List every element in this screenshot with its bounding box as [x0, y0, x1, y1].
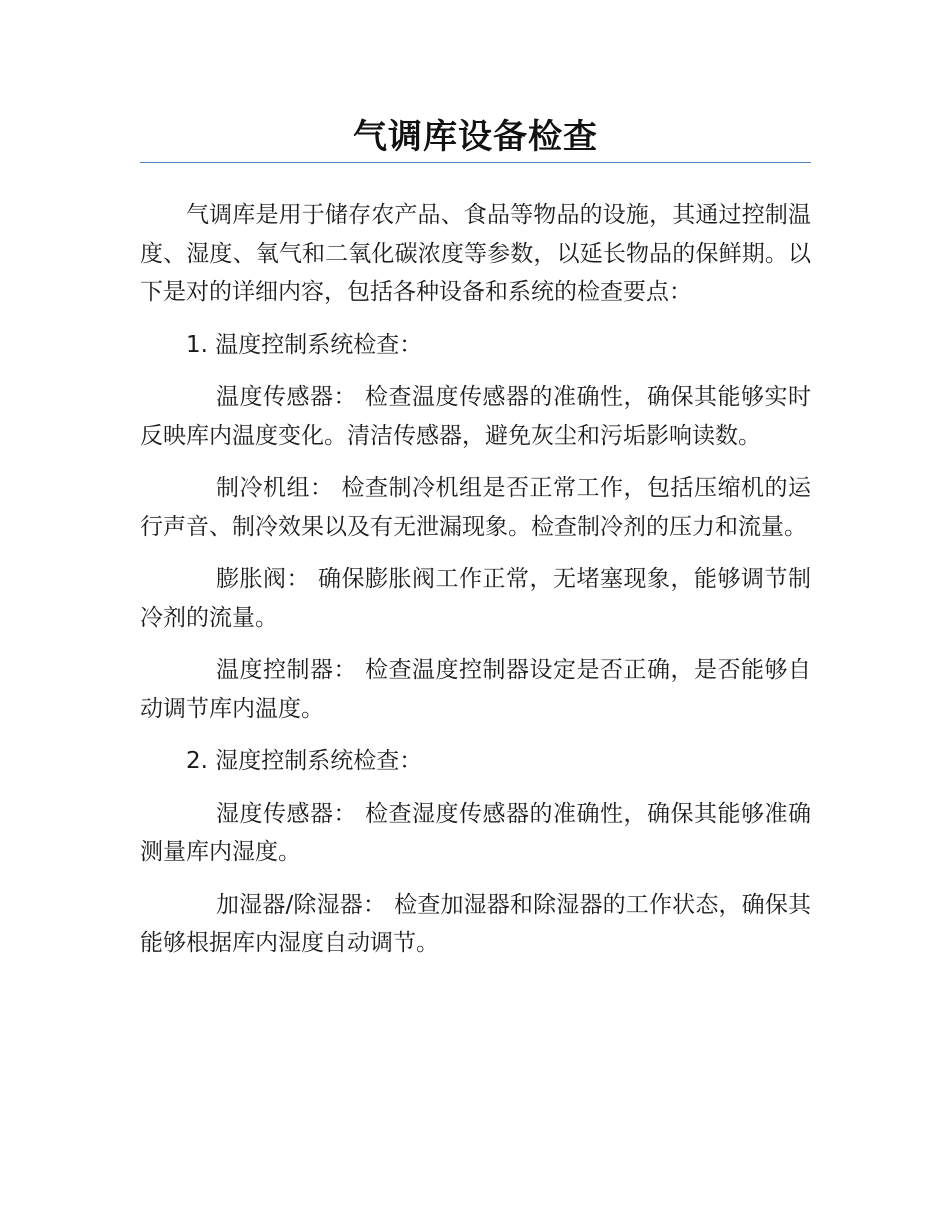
item-humidifier-dehumidifier	[140, 886, 811, 963]
intro-paragraph: 气调库是用于储存农产品、食品等物品的设施，其通过控制温度、湿度、氧气和二氧化碳浓度等参数，以延长物品的保鲜期。以下是对的详细内容，包括各种设备和系统的检查要点：	[140, 202, 811, 305]
document-page	[140, 0, 811, 977]
item-text: 确保膨胀阀工作正常，无堵塞现象，能够调节制冷剂的流量。	[140, 566, 811, 631]
item-label: 制冷机组：	[216, 475, 334, 501]
item-temperature-controller	[140, 651, 811, 728]
item-temperature-sensor	[140, 378, 811, 455]
item-text: 检查温度控制器设定是否正确，是否能够自动调节库内温度。	[140, 657, 811, 722]
item-label: 膨胀阀：	[216, 566, 310, 592]
item-label: 加湿器/除湿器：	[216, 891, 387, 918]
page-title: 气调库设备检查	[353, 117, 598, 157]
item-label: 温度控制器：	[216, 657, 357, 683]
section-heading-humidity: 2. 湿度控制系统检查：	[186, 748, 423, 774]
item-label: 湿度传感器：	[216, 800, 357, 827]
document-body	[140, 196, 811, 963]
item-expansion-valve	[140, 560, 811, 637]
section-heading-temperature: 1. 温度控制系统检查：	[186, 331, 423, 358]
item-text: 检查温度传感器的准确性，确保其能够实时反映库内温度变化。清洁传感器，避免灰尘和污垢影响读数。	[140, 384, 811, 449]
item-refrigeration-unit	[140, 469, 811, 546]
item-text: 检查加湿器和除湿器的工作状态，确保其能够根据库内湿度自动调节。	[140, 891, 811, 956]
item-text: 检查制冷机组是否正常工作，包括压缩机的运行声音、制冷效果以及有无泄漏现象。检查制冷剂的压力和流量。	[140, 475, 811, 540]
item-humidity-sensor	[140, 795, 811, 872]
item-text: 检查湿度传感器的准确性，确保其能够准确测量库内湿度。	[140, 800, 811, 865]
title-divider	[140, 162, 811, 163]
item-label: 温度传感器：	[216, 384, 357, 410]
